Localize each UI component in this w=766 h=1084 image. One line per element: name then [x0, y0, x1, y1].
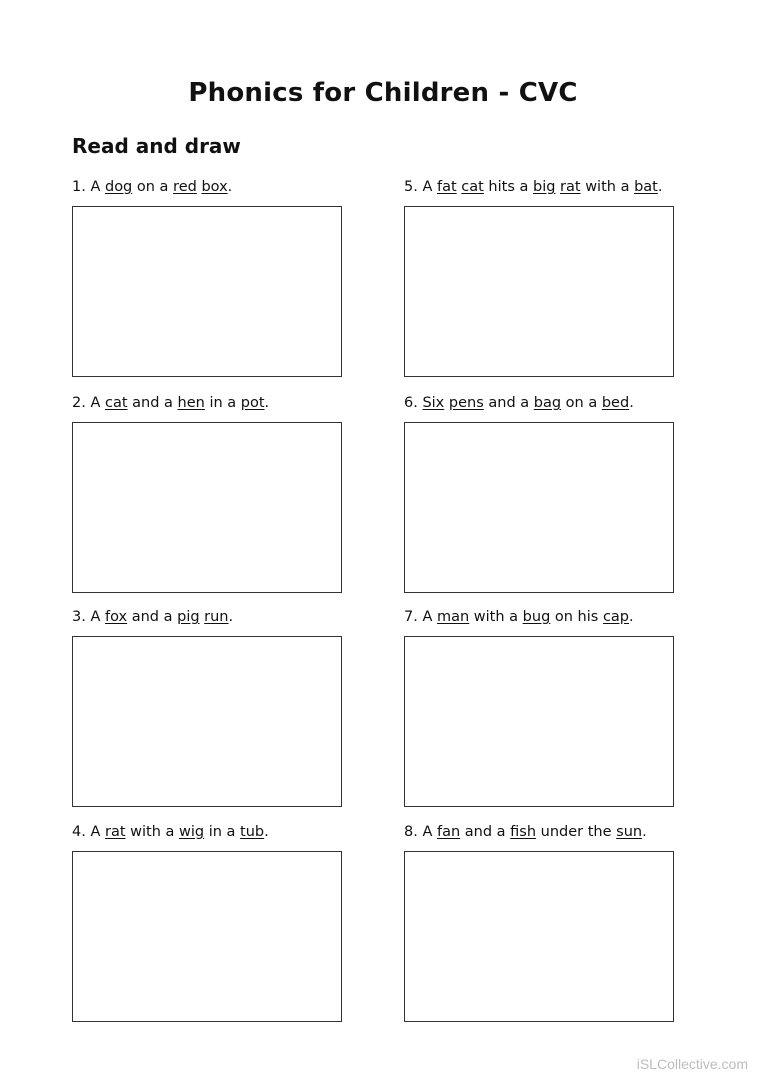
sentence-text: . — [227, 179, 233, 195]
cvc-word: sun — [616, 824, 643, 840]
cvc-word: pens — [448, 395, 484, 411]
sentence-text: in a — [204, 395, 241, 411]
sentence-text: and a — [483, 395, 534, 411]
exercise-sentence — [404, 178, 676, 196]
cvc-word: tub — [240, 824, 265, 840]
cvc-word: man — [436, 609, 470, 625]
sentence-text: under the — [536, 824, 617, 840]
cvc-word: rat — [560, 179, 581, 195]
sentence-text: . — [264, 395, 270, 411]
cvc-word: fox — [104, 609, 128, 625]
exercise-item — [404, 823, 676, 841]
cvc-word: cap — [602, 609, 630, 625]
cvc-word: wig — [179, 824, 205, 840]
cvc-word: rat — [104, 824, 126, 840]
sentence-text: and a — [127, 609, 178, 625]
drawing-box[interactable] — [404, 206, 674, 377]
sentence-text: hits a — [483, 179, 533, 195]
watermark-text: iSLCollective.com — [636, 1056, 748, 1072]
sentence-text: 1. A — [72, 179, 105, 195]
cvc-word: bag — [533, 395, 562, 411]
sentence-text: with a — [469, 609, 523, 625]
exercise-sentence — [72, 178, 344, 196]
cvc-word: bed — [601, 395, 630, 411]
drawing-box[interactable] — [404, 851, 674, 1022]
exercise-item — [404, 178, 676, 196]
cvc-word: Six — [422, 395, 445, 411]
sentence-text: . — [228, 609, 234, 625]
page-title: Phonics for Children - CVC — [188, 78, 578, 108]
cvc-word: run — [204, 609, 229, 625]
sentence-text: 3. A — [72, 609, 105, 625]
cvc-word: big — [533, 179, 556, 195]
drawing-box[interactable] — [72, 206, 342, 377]
cvc-word: cat — [461, 179, 484, 195]
sentence-text: . — [657, 179, 663, 195]
cvc-word: cat — [104, 395, 128, 411]
sentence-text: 4. A — [72, 824, 105, 840]
drawing-box[interactable] — [404, 422, 674, 593]
cvc-word: fat — [436, 179, 457, 195]
cvc-word: fan — [436, 824, 461, 840]
exercise-sentence — [72, 394, 344, 412]
cvc-word: hen — [177, 395, 205, 411]
cvc-word: dog — [104, 179, 133, 195]
sentence-text: in a — [204, 824, 241, 840]
sentence-text: with a — [580, 179, 635, 195]
exercise-sentence — [404, 394, 676, 412]
sentence-text: on a — [561, 395, 602, 411]
sentence-text: and a — [460, 824, 511, 840]
sentence-text: on his — [550, 609, 603, 625]
exercise-sentence — [404, 608, 676, 626]
exercise-sentence — [72, 608, 344, 626]
sentence-text: . — [629, 395, 634, 411]
sentence-text: with a — [125, 824, 180, 840]
exercise-item — [72, 608, 344, 626]
drawing-box[interactable] — [72, 851, 342, 1022]
sentence-text: 6. — [404, 395, 423, 411]
exercise-sentence — [404, 823, 676, 841]
exercise-item — [72, 823, 344, 841]
cvc-word: pig — [177, 609, 200, 625]
sentence-text: 7. A — [404, 609, 437, 625]
drawing-box[interactable] — [72, 636, 342, 807]
exercise-item — [404, 608, 676, 626]
sentence-text: . — [629, 609, 634, 625]
cvc-word: fish — [510, 824, 537, 840]
cvc-word: box — [201, 179, 228, 195]
sentence-text: 8. A — [404, 824, 437, 840]
cvc-word: bug — [522, 609, 551, 625]
sentence-text: 2. A — [72, 395, 105, 411]
exercise-item — [404, 394, 676, 412]
section-heading: Read and draw — [72, 134, 241, 158]
cvc-word: red — [173, 179, 197, 195]
sentence-text: . — [642, 824, 647, 840]
exercise-item — [72, 394, 344, 412]
sentence-text: 5. A — [404, 179, 437, 195]
sentence-text: and a — [127, 395, 178, 411]
exercise-item — [72, 178, 344, 196]
drawing-box[interactable] — [404, 636, 674, 807]
cvc-word: pot — [240, 395, 265, 411]
cvc-word: bat — [634, 179, 658, 195]
sentence-text: . — [264, 824, 269, 840]
drawing-box[interactable] — [72, 422, 342, 593]
sentence-text: on a — [132, 179, 174, 195]
exercise-sentence — [72, 823, 344, 841]
